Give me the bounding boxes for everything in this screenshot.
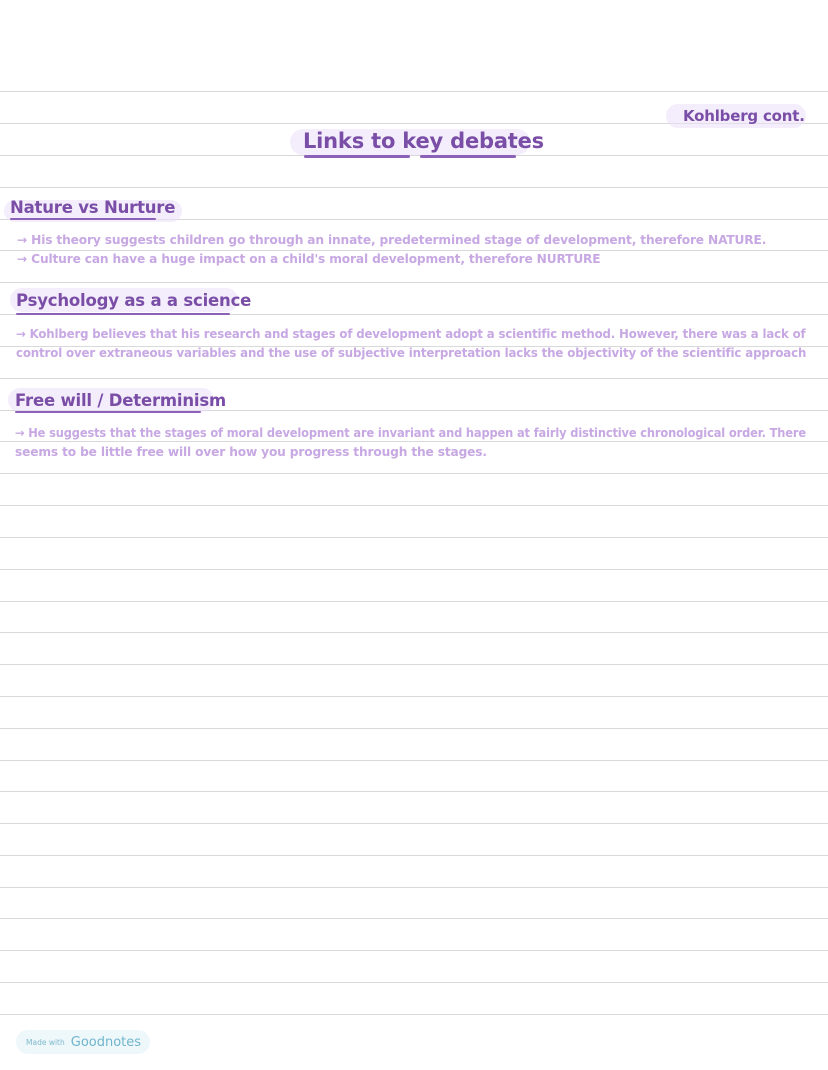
- goodnotes-logo-text: Goodnotes: [70, 1034, 142, 1050]
- ruled-line: [0, 282, 828, 283]
- section-text-line: seems to be little free will over how you progress through the stages.: [15, 445, 487, 459]
- ruled-line: [0, 696, 828, 697]
- section-text-line: → His theory suggests children go through an innate, predetermined stage of development, therefore NATURE.: [17, 233, 767, 247]
- ruled-line: [0, 855, 828, 856]
- ruled-line: [0, 1014, 828, 1015]
- made-with-label: Made with: [26, 1037, 65, 1047]
- corner-label: Kohlberg cont.: [683, 107, 805, 125]
- section-heading-psychology-science: Psychology as a a science: [16, 291, 252, 310]
- ruled-line: [0, 187, 828, 188]
- page-title: Links to key debates: [303, 129, 544, 153]
- ruled-line: [0, 505, 828, 506]
- ruled-line: [0, 537, 828, 538]
- ruled-line: [0, 791, 828, 792]
- ruled-line: [0, 632, 828, 633]
- ruled-line: [0, 155, 828, 156]
- ruled-line: [0, 760, 828, 761]
- title-underline: [420, 155, 516, 158]
- section-text-line: → Kohlberg believes that his research and stages of development adopt a scientific method. However, there was a lack of: [16, 327, 806, 341]
- ruled-line: [0, 378, 828, 379]
- ruled-line: [0, 473, 828, 474]
- ruled-line: [0, 918, 828, 919]
- ruled-line: [0, 887, 828, 888]
- section-text-line: → Culture can have a huge impact on a child's moral development, therefore NURTURE: [17, 252, 601, 266]
- ruled-line: [0, 250, 828, 251]
- ruled-line: [0, 601, 828, 602]
- section-heading-underline: [15, 411, 201, 413]
- ruled-line: [0, 569, 828, 570]
- ruled-line: [0, 664, 828, 665]
- ruled-line: [0, 91, 828, 92]
- goodnotes-badge[interactable]: [16, 1030, 150, 1054]
- ruled-line: [0, 823, 828, 824]
- section-heading-nature-nurture: Nature vs Nurture: [10, 198, 176, 217]
- ruled-line: [0, 982, 828, 983]
- section-heading-underline: [10, 218, 156, 220]
- ruled-line: [0, 441, 828, 442]
- section-heading-free-will: Free will / Determinism: [15, 391, 226, 410]
- section-text-line: → He suggests that the stages of moral development are invariant and happen at fairly distinctive chronological order. There: [15, 426, 806, 440]
- ruled-line: [0, 728, 828, 729]
- section-heading-underline: [16, 313, 230, 315]
- ruled-line: [0, 950, 828, 951]
- section-text-line: control over extraneous variables and the use of subjective interpretation lacks the objectivity of the scientific approach: [16, 346, 807, 360]
- title-underline: [304, 155, 410, 158]
